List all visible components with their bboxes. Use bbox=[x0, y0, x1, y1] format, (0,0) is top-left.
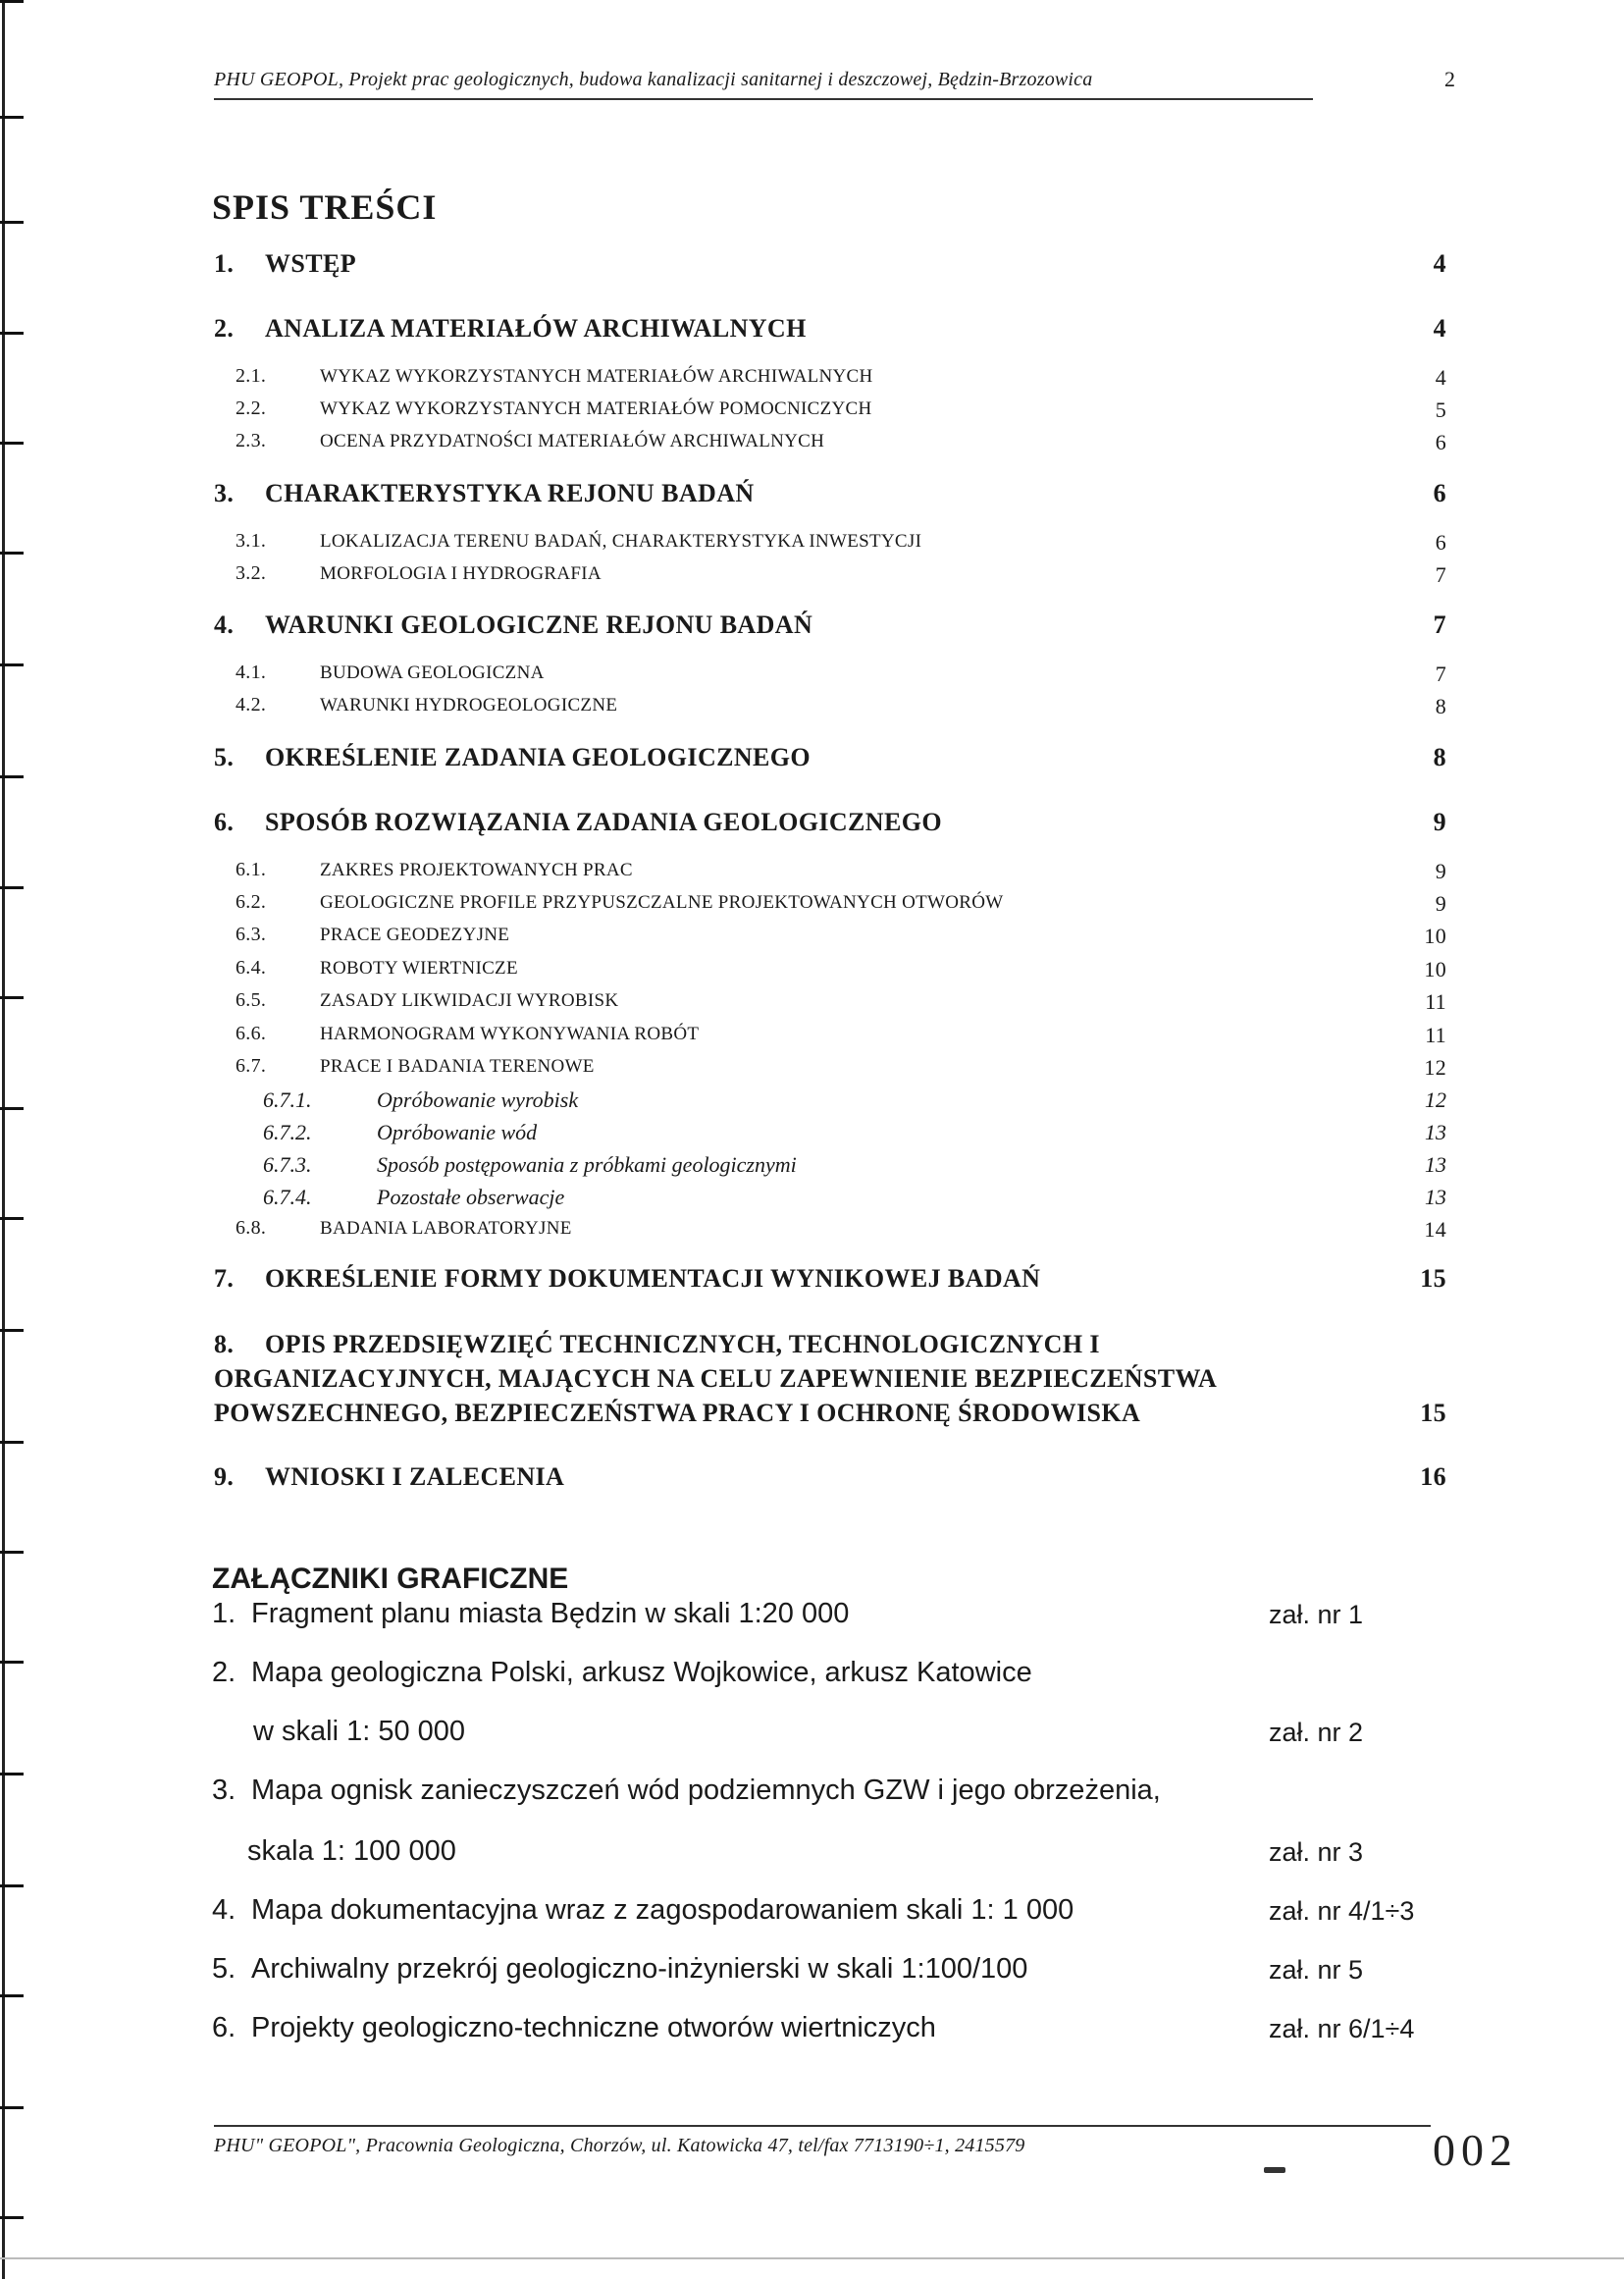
attachment-item bbox=[212, 1775, 1161, 1807]
toc-entry-number: 3.1. bbox=[236, 530, 267, 552]
attachment-number: 5. bbox=[212, 1953, 236, 1985]
toc-subsubentry bbox=[263, 1152, 1446, 1178]
toc-subentry bbox=[236, 989, 1446, 1012]
scan-mark bbox=[0, 1773, 24, 1776]
toc-entry-page: 5 bbox=[1435, 398, 1446, 422]
toc-entry-multiline bbox=[214, 1327, 1446, 1430]
toc-entry bbox=[214, 249, 1446, 279]
scan-mark bbox=[0, 996, 24, 999]
toc-entry-page: 4 bbox=[1433, 314, 1446, 343]
toc-entry-text: Sposób postępowania z próbkami geologicznymi bbox=[377, 1152, 797, 1177]
toc-entry-text: WNIOSKI I ZALECENIA bbox=[265, 1462, 565, 1491]
toc-entry bbox=[214, 1462, 1446, 1492]
scan-mark bbox=[0, 1329, 24, 1332]
toc-entry-page: 9 bbox=[1435, 859, 1446, 883]
attachment-number: 2. bbox=[212, 1657, 236, 1688]
toc-entry-number: 5. bbox=[214, 743, 235, 771]
toc-entry-page: 4 bbox=[1433, 249, 1446, 278]
attachment-item bbox=[212, 2012, 936, 2044]
toc-entry bbox=[214, 808, 1446, 837]
toc-entry-text: WYKAZ WYKORZYSTANYCH MATERIAŁÓW POMOCNICZYCH bbox=[320, 398, 872, 419]
toc-entry-page: 8 bbox=[1433, 743, 1446, 771]
ink-mark bbox=[1264, 2167, 1285, 2173]
scan-mark bbox=[0, 775, 24, 778]
toc-entry-number: 8. bbox=[214, 1330, 235, 1358]
toc-subentry bbox=[236, 924, 1446, 946]
toc-entry-number: 6.2. bbox=[236, 891, 267, 913]
toc-subentry bbox=[236, 365, 1446, 388]
running-header: PHU GEOPOL, Projekt prac geologicznych, budowa kanalizacji sanitarnej i deszczowej, Będzin-Brzozowica bbox=[214, 69, 1093, 90]
toc-entry-page: 13 bbox=[1425, 1152, 1446, 1177]
toc-entry-text: WARUNKI HYDROGEOLOGICZNE bbox=[320, 695, 618, 716]
toc-subentry bbox=[236, 891, 1446, 914]
toc-entry-page: 10 bbox=[1424, 957, 1446, 981]
attachment-ref: zał. nr 4/1÷3 bbox=[1269, 1896, 1415, 1926]
attachment-ref: zał. nr 2 bbox=[1269, 1718, 1364, 1747]
toc-subentry bbox=[236, 1055, 1446, 1078]
toc-entry-page: 11 bbox=[1425, 989, 1446, 1014]
scan-edge-bottom bbox=[0, 2257, 1624, 2259]
toc-entry-number: 2.1. bbox=[236, 365, 267, 387]
toc-entry-text: BADANIA LABORATORYJNE bbox=[320, 1218, 572, 1239]
scan-mark bbox=[0, 552, 24, 555]
toc-subentry bbox=[236, 1023, 1446, 1045]
toc-entry-number: 2.2. bbox=[236, 398, 267, 419]
toc-entry-number: 6.8. bbox=[236, 1217, 267, 1239]
attachment-ref: zał. nr 3 bbox=[1269, 1837, 1364, 1867]
toc-entry-line: POWSZECHNEGO, BEZPIECZEŃSTWA PRACY I OCHRONĘ ŚRODOWISKA bbox=[214, 1399, 1141, 1427]
toc-subsubentry bbox=[263, 1120, 1446, 1145]
toc-entry-page: 9 bbox=[1433, 808, 1446, 836]
toc-entry-page: 13 bbox=[1425, 1185, 1446, 1209]
running-footer: PHU" GEOPOL", Pracownia Geologiczna, Chorzów, ul. Katowicka 47, tel/fax 7713190÷1, 2415579 bbox=[214, 2135, 1025, 2156]
toc-entry-page: 10 bbox=[1424, 924, 1446, 948]
toc-subentry bbox=[236, 662, 1446, 684]
scan-mark bbox=[0, 116, 24, 119]
page-number: 2 bbox=[1444, 67, 1455, 91]
toc-entry-page: 15 bbox=[1420, 1399, 1446, 1427]
toc-entry-number: 6.7.2. bbox=[263, 1120, 312, 1144]
toc-subentry bbox=[236, 430, 1446, 452]
attachment-text: Projekty geologiczno-techniczne otworów wiertniczych bbox=[251, 2012, 936, 2043]
attachment-number: 3. bbox=[212, 1775, 236, 1806]
attachment-number: 6. bbox=[212, 2012, 236, 2043]
scan-mark bbox=[0, 1551, 24, 1554]
attachment-text: Mapa geologiczna Polski, arkusz Wojkowice, arkusz Katowice bbox=[251, 1657, 1032, 1688]
scan-mark bbox=[0, 1217, 24, 1220]
toc-entry-page: 12 bbox=[1425, 1087, 1446, 1112]
scan-mark bbox=[0, 1441, 24, 1444]
toc-entry bbox=[214, 1264, 1446, 1294]
toc-entry-text: Opróbowanie wód bbox=[377, 1120, 538, 1144]
attachment-number: 4. bbox=[212, 1894, 236, 1926]
toc-subentry bbox=[236, 694, 1446, 716]
toc-entry bbox=[214, 743, 1446, 772]
attachment-text: Archiwalny przekrój geologiczno-inżynierski w skali 1:100/100 bbox=[251, 1953, 1028, 1985]
toc-entry-text: Opróbowanie wyrobisk bbox=[377, 1087, 579, 1112]
attachment-text-continuation: w skali 1: 50 000 bbox=[253, 1716, 466, 1747]
footer-rule bbox=[214, 2125, 1431, 2127]
scan-mark bbox=[0, 2106, 24, 2109]
toc-entry-text: OCENA PRZYDATNOŚCI MATERIAŁÓW ARCHIWALNYCH bbox=[320, 431, 825, 451]
toc-subsubentry bbox=[263, 1087, 1446, 1113]
toc-subentry bbox=[236, 398, 1446, 420]
attachment-text: Mapa dokumentacyjna wraz z zagospodarowaniem skali 1: 1 000 bbox=[251, 1894, 1074, 1926]
toc-entry-page: 15 bbox=[1420, 1264, 1446, 1293]
toc-entry-number: 1. bbox=[214, 249, 235, 278]
toc-entry-page: 11 bbox=[1425, 1023, 1446, 1047]
scan-mark bbox=[0, 221, 24, 224]
toc-entry bbox=[214, 610, 1446, 640]
toc-entry-number: 3. bbox=[214, 479, 235, 507]
toc-subentry bbox=[236, 562, 1446, 585]
toc-entry-page: 9 bbox=[1435, 891, 1446, 916]
toc-entry-number: 6.4. bbox=[236, 957, 267, 979]
toc-entry-text: HARMONOGRAM WYKONYWANIA ROBÓT bbox=[320, 1024, 700, 1044]
toc-entry-number: 6.6. bbox=[236, 1023, 267, 1044]
toc-entry-text: SPOSÓB ROZWIĄZANIA ZADANIA GEOLOGICZNEGO bbox=[265, 808, 942, 836]
scan-mark bbox=[0, 0, 24, 3]
toc-entry-page: 16 bbox=[1420, 1462, 1446, 1491]
toc-entry-page: 6 bbox=[1433, 479, 1446, 507]
toc-entry-text: WARUNKI GEOLOGICZNE REJONU BADAŃ bbox=[265, 610, 813, 639]
toc-entry-page: 6 bbox=[1435, 430, 1446, 454]
attachment-item bbox=[212, 1657, 1032, 1689]
toc-entry-page: 4 bbox=[1435, 365, 1446, 390]
toc-subentry bbox=[236, 1217, 1446, 1240]
toc-subentry bbox=[236, 957, 1446, 980]
toc-entry-text: OKREŚLENIE ZADANIA GEOLOGICZNEGO bbox=[265, 743, 812, 771]
toc-entry-page: 7 bbox=[1435, 662, 1446, 686]
toc-entry bbox=[214, 479, 1446, 508]
toc-entry-number: 6.7.1. bbox=[263, 1087, 312, 1112]
toc-entry-text: OKREŚLENIE FORMY DOKUMENTACJI WYNIKOWEJ BADAŃ bbox=[265, 1264, 1041, 1293]
toc-entry-number: 3.2. bbox=[236, 562, 267, 584]
toc-entry-text: WSTĘP bbox=[265, 249, 357, 278]
toc-entry-number: 6.7.4. bbox=[263, 1185, 312, 1209]
scan-edge bbox=[2, 0, 5, 2279]
scan-mark bbox=[0, 1661, 24, 1664]
attachment-text: Fragment planu miasta Będzin w skali 1:20 000 bbox=[251, 1598, 850, 1629]
toc-entry-number: 6.7. bbox=[236, 1055, 267, 1077]
scan-mark bbox=[0, 663, 24, 666]
toc-entry-page: 6 bbox=[1435, 530, 1446, 555]
toc-entry-text: BUDOWA GEOLOGICZNA bbox=[320, 662, 545, 683]
toc-entry bbox=[214, 314, 1446, 344]
toc-entry-page: 8 bbox=[1435, 694, 1446, 718]
toc-entry-text: ANALIZA MATERIAŁÓW ARCHIWALNYCH bbox=[265, 314, 807, 343]
toc-subentry bbox=[236, 530, 1446, 553]
toc-entry-page: 7 bbox=[1435, 562, 1446, 587]
toc-subentry bbox=[236, 859, 1446, 881]
scan-mark bbox=[0, 1884, 24, 1887]
toc-entry-page: 7 bbox=[1433, 610, 1446, 639]
page-stamp: 002 bbox=[1433, 2125, 1518, 2175]
toc-entry-text: MORFOLOGIA I HYDROGRAFIA bbox=[320, 563, 602, 584]
scan-mark bbox=[0, 886, 24, 889]
toc-entry-number: 4. bbox=[214, 610, 235, 639]
toc-entry-page: 14 bbox=[1424, 1217, 1446, 1242]
attachment-ref: zał. nr 1 bbox=[1269, 1600, 1364, 1629]
toc-entry-number: 6.7.3. bbox=[263, 1152, 312, 1177]
toc-entry-number: 7. bbox=[214, 1264, 235, 1293]
toc-entry-number: 6.1. bbox=[236, 859, 267, 880]
toc-entry-number: 2.3. bbox=[236, 430, 267, 451]
toc-entry-text: WYKAZ WYKORZYSTANYCH MATERIAŁÓW ARCHIWALNYCH bbox=[320, 366, 873, 387]
toc-entry-number: 9. bbox=[214, 1462, 235, 1491]
attachments-title: ZAŁĄCZNIKI GRAFICZNE bbox=[212, 1563, 569, 1595]
toc-subsubentry bbox=[263, 1185, 1446, 1210]
scan-mark bbox=[0, 1107, 24, 1110]
scan-mark bbox=[0, 1994, 24, 1997]
toc-entry-page: 13 bbox=[1425, 1120, 1446, 1144]
toc-entry-number: 2. bbox=[214, 314, 235, 343]
attachment-ref: zał. nr 5 bbox=[1269, 1955, 1364, 1985]
toc-entry-text: ZASADY LIKWIDACJI WYROBISK bbox=[320, 990, 619, 1011]
header-rule bbox=[214, 98, 1313, 100]
toc-entry-text: OPIS PRZEDSIĘWZIĘĆ TECHNICZNYCH, TECHNOLOGICZNYCH I bbox=[265, 1330, 1100, 1358]
attachment-number: 1. bbox=[212, 1598, 236, 1629]
attachment-text: Mapa ognisk zanieczyszczeń wód podziemnych GZW i jego obrzeżenia, bbox=[251, 1775, 1161, 1806]
scan-mark bbox=[0, 332, 24, 335]
attachment-item bbox=[212, 1598, 849, 1630]
toc-entry-line: ORGANIZACYJNYCH, MAJĄCYCH NA CELU ZAPEWNIENIE BEZPIECZEŃSTWA bbox=[214, 1364, 1218, 1393]
attachment-item bbox=[212, 1953, 1027, 1986]
toc-entry-text: PRACE GEODEZYJNE bbox=[320, 925, 510, 945]
toc-entry-text: CHARAKTERYSTYKA REJONU BADAŃ bbox=[265, 479, 755, 507]
toc-entry-number: 4.2. bbox=[236, 694, 267, 716]
toc-entry-text: PRACE I BADANIA TERENOWE bbox=[320, 1056, 595, 1077]
attachment-text-continuation: skala 1: 100 000 bbox=[247, 1835, 456, 1867]
toc-entry-text: Pozostałe obserwacje bbox=[377, 1185, 565, 1209]
toc-entry-line bbox=[214, 1327, 1446, 1361]
toc-entry-text: ROBOTY WIERTNICZE bbox=[320, 958, 518, 979]
scan-mark bbox=[0, 2216, 24, 2219]
attachment-item bbox=[212, 1894, 1074, 1927]
toc-entry-text: LOKALIZACJA TERENU BADAŃ, CHARAKTERYSTYKA INWESTYCJI bbox=[320, 531, 922, 552]
toc-entry-number: 6. bbox=[214, 808, 235, 836]
toc-title: SPIS TREŚCI bbox=[212, 187, 438, 227]
toc-entry-number: 4.1. bbox=[236, 662, 267, 683]
attachment-ref: zał. nr 6/1÷4 bbox=[1269, 2014, 1415, 2043]
toc-entry-text: ZAKRES PROJEKTOWANYCH PRAC bbox=[320, 860, 633, 880]
toc-entry-text: GEOLOGICZNE PROFILE PRZYPUSZCZALNE PROJEKTOWANYCH OTWORÓW bbox=[320, 892, 1004, 913]
scan-mark bbox=[0, 442, 24, 445]
toc-entry-number: 6.3. bbox=[236, 924, 267, 945]
toc-entry-number: 6.5. bbox=[236, 989, 267, 1011]
toc-entry-page: 12 bbox=[1424, 1055, 1446, 1080]
